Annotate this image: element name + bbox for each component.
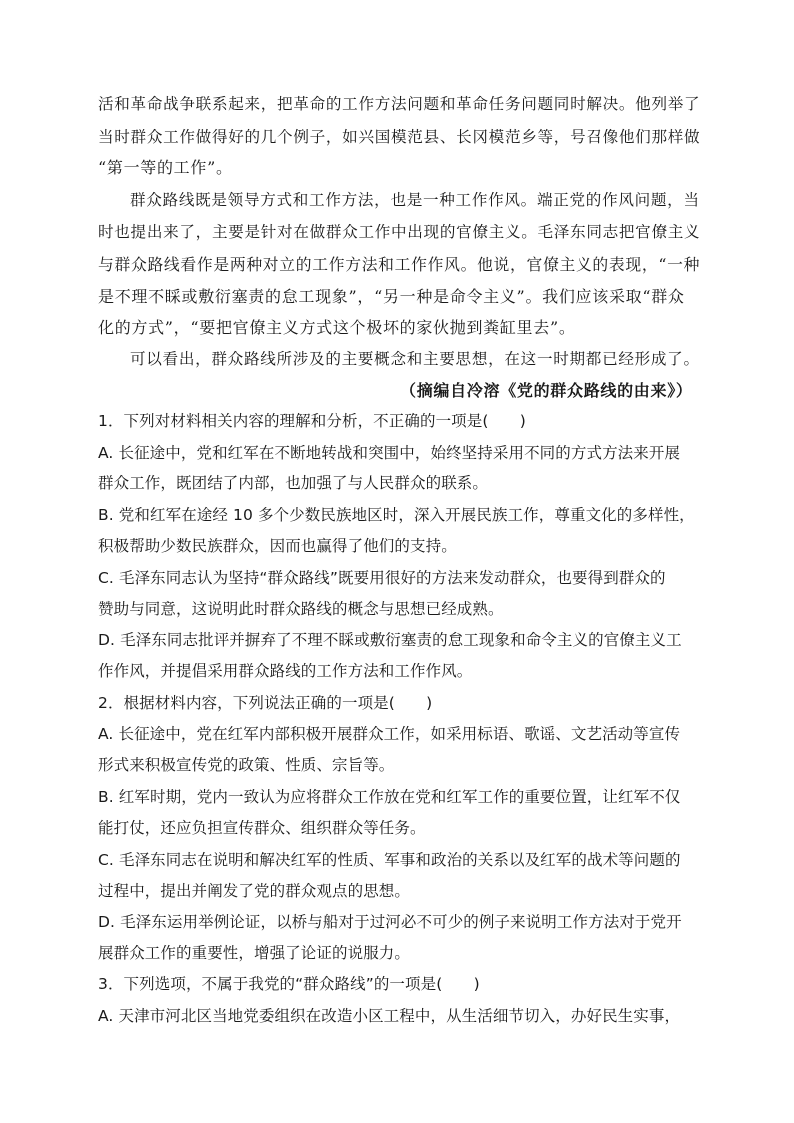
question-2-option-b-line-1: B. 红军时期，党内一致认为应将群众工作放在党和红军工作的重要位置，让红军不仅 xyxy=(98,788,681,806)
passage-line-7: 是不理不睬或敷衍塞责的怠工现象”，“另一种是命令主义”。我们应该采取“群众 xyxy=(98,287,685,306)
question-1-option-b-line-2: 积极帮助少数民族群众，因而也赢得了他们的支持。 xyxy=(98,537,457,555)
question-3-option-a-line-1: A. 天津市河北区当地党委组织在改造小区工程中，从生活细节切入，办好民生实事， xyxy=(98,1007,681,1025)
question-2-option-d-line-1: D. 毛泽东运用举例论证，以桥与船对于过河必不可少的例子来说明工作方法对于党开 xyxy=(98,913,682,931)
passage-line-1: 活和革命战争联系起来，把革命的工作方法问题和革命任务问题同时解决。他列举了 xyxy=(98,95,701,113)
question-1-option-a-line-2: 群众工作，既团结了内部，也加强了与人民群众的联系。 xyxy=(98,474,489,492)
passage-line-3: “第一等的工作”。 xyxy=(98,158,233,177)
question-1-option-d-line-1: D. 毛泽东同志批评并摒弃了不理不睬或敷衍塞责的怠工现象和命令主义的官僚主义工 xyxy=(98,631,682,649)
passage-source: （摘编自冷溶《党的群众路线的由来》） xyxy=(400,381,693,400)
question-1-option-a-line-1: A. 长征途中，党和红军在不断地转战和突围中，始终坚持采用不同的方式方法来开展 xyxy=(98,444,681,462)
passage-line-9: 可以看出，群众路线所涉及的主要概念和主要思想，在这一时期都已经形成了。 xyxy=(130,350,700,368)
question-1-option-c-line-1: C. 毛泽东同志认为坚持“群众路线”既要用很好的方法来发动群众，也要得到群众的 xyxy=(98,569,666,587)
question-2-option-b-line-2: 能打仗，还应负担宣传群众、组织群众等任务。 xyxy=(98,819,426,837)
question-2-option-c-line-2: 过程中，提出并阐发了党的群众观点的思想。 xyxy=(98,882,411,900)
question-2-option-a-line-1: A. 长征途中，党在红军内部积极开展群众工作，如采用标语、歌谣、文艺活动等宣传 xyxy=(98,725,681,743)
passage-line-4: 群众路线既是领导方式和工作方法，也是一种工作作风。端正党的作风问题，当 xyxy=(130,191,700,209)
passage-line-6: 与群众路线看作是两种对立的工作方法和工作作风。他说，官僚主义的表现，“一种 xyxy=(98,255,701,274)
question-1-option-b-line-1: B. 党和红军在途经 10 多个少数民族地区时，深入开展民族工作，尊重文化的多样性， xyxy=(98,506,695,524)
question-2-option-c-line-1: C. 毛泽东同志在说明和解决红军的性质、军事和政治的关系以及红军的战术等问题的 xyxy=(98,851,681,869)
question-2-option-d-line-2: 展群众工作的重要性，增强了论证的说服力。 xyxy=(98,944,411,962)
question-1-stem: 1．下列对材料相关内容的理解和分析，不正确的一项是( ) xyxy=(98,412,526,430)
passage-line-5: 时也提出来了，主要是针对在做群众工作中出现的官僚主义。毛泽东同志把官僚主义 xyxy=(98,223,701,241)
passage-line-2: 当时群众工作做得好的几个例子，如兴国模范县、长冈模范乡等，号召像他们那样做 xyxy=(98,128,701,146)
question-2-option-a-line-2: 形式来积极宣传党的政策、性质、宗旨等。 xyxy=(98,756,395,774)
passage-line-8: 化的方式”，“要把官僚主义方式这个极坏的家伙抛到粪缸里去”。 xyxy=(98,318,576,337)
question-1-option-c-line-2: 赞助与同意，这说明此时群众路线的概念与思想已经成熟。 xyxy=(98,600,504,618)
question-3-stem: 3．下列选项，不属于我党的“群众路线”的一项是( ) xyxy=(98,975,480,993)
question-1-option-d-line-2: 作作风，并提倡采用群众路线的工作方法和工作作风。 xyxy=(98,662,473,680)
question-2-stem: 2．根据材料内容，下列说法正确的一项是( ) xyxy=(98,694,433,712)
